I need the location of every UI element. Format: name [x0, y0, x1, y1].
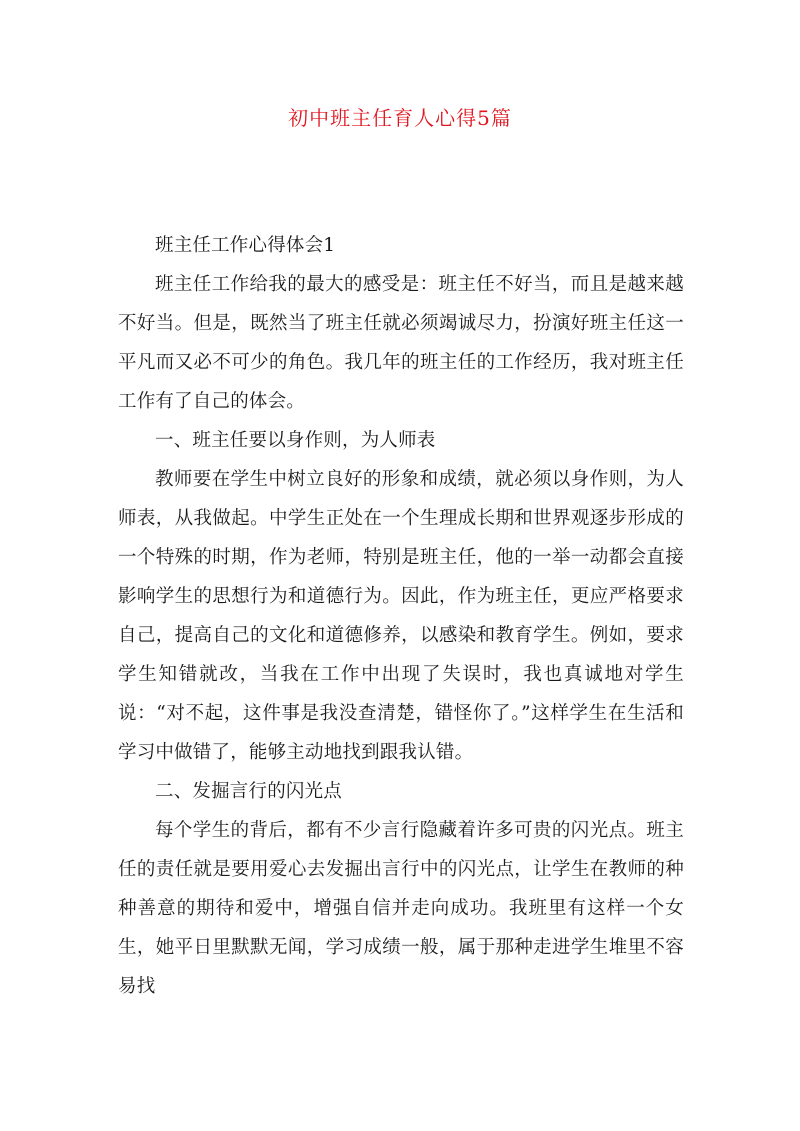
- section-heading-highlights: 二、发掘言行的闪光点: [155, 781, 343, 802]
- paragraph-intro: 班主任工作给我的最大的感受是：班主任不好当，而且是越来越不好当。但是，既然当了班主任就必须竭诚尽力，扮演好班主任这一平凡而又必不可少的角色。我几年的班主任的工作经历，我对班主任工作有了自己的体会。: [118, 274, 684, 412]
- document-body: [118, 226, 684, 1006]
- paragraph-highlights: 每个学生的背后，都有不少言行隐藏着许多可贵的闪光点。班主任的责任就是要用爱心去发掘出言行中的闪光点，让学生在教师的种种善意的期待和爱中，增强自信并走向成功。我班里有这样一个女生，她平日里默默无闻，学习成绩一般，属于那种走进学生堆里不容易找: [118, 820, 684, 997]
- section-heading-1: 班主任工作心得体会1: [155, 235, 336, 256]
- document-title: 初中班主任育人心得5篇: [288, 106, 512, 130]
- paragraph-role-model: 教师要在学生中树立良好的形象和成绩，就必须以身作则，为人师表，从我做起。中学生正处在一个生理成长期和世界观逐步形成的一个特殊的时期，作为老师，特别是班主任，他的一举一动都会直接影响学生的思想行为和道德行为。因此，作为班主任，更应严格要求自己，提高自己的文化和道德修养，以感染和教育学生。例如，要求学生知错就改，当我在工作中出现了失误时，我也真诚地对学生说：“对不起，这件事是我没查清楚，错怪你了。”这样学生在生活和学习中做错了，能够主动地找到跟我认错。: [118, 469, 684, 763]
- section-heading-role-model: 一、班主任要以身作则，为人师表: [155, 430, 436, 451]
